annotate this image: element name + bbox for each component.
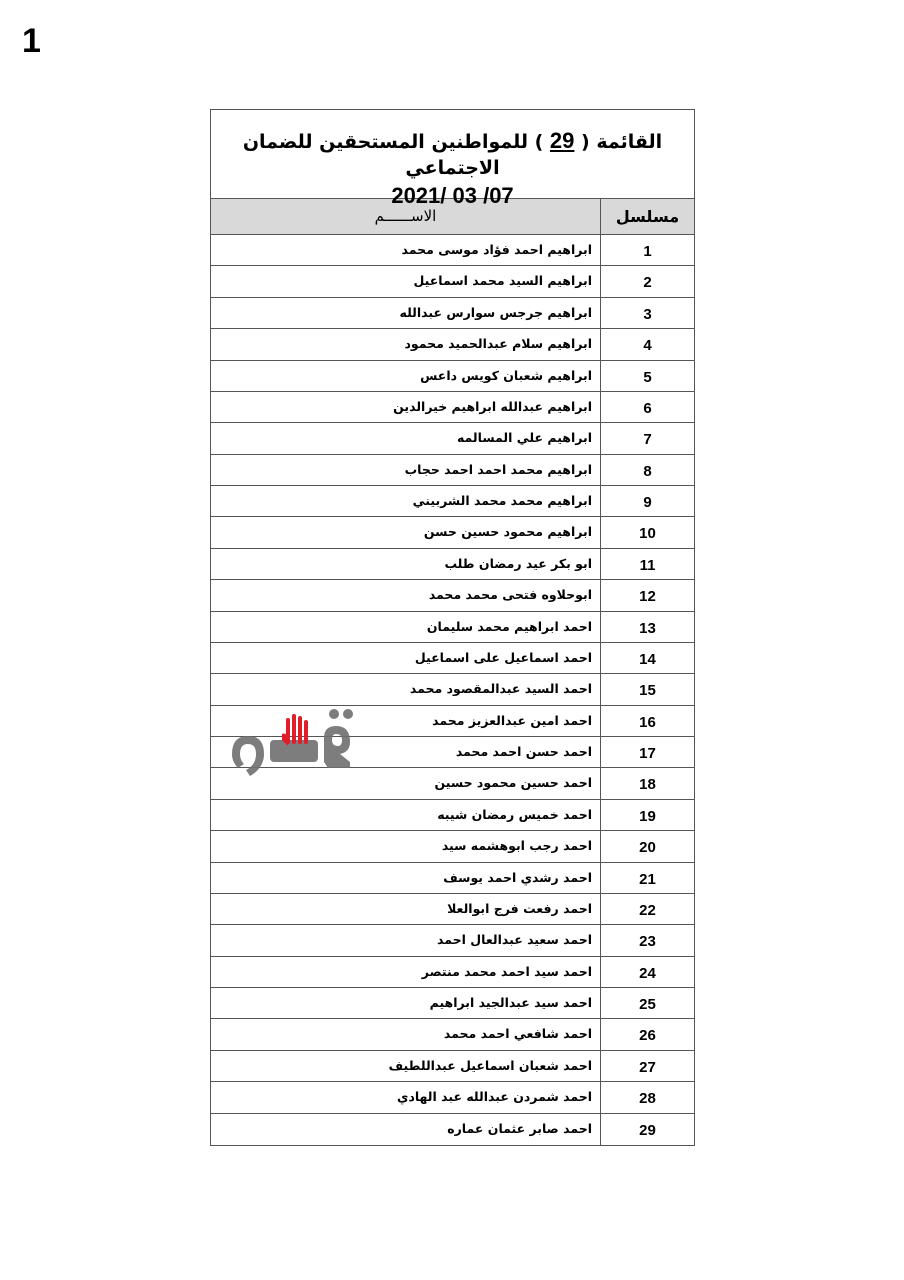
table-row <box>211 925 694 956</box>
table-row <box>211 957 694 988</box>
table-row <box>211 455 694 486</box>
row-name: احمد سيد عبدالجيد ابراهيم <box>429 995 592 1010</box>
row-serial: 28 <box>600 1082 694 1112</box>
row-serial: 16 <box>600 706 694 736</box>
page-number: 1 <box>22 22 41 60</box>
row-serial: 11 <box>600 549 694 579</box>
row-serial: 5 <box>600 361 694 391</box>
table-row <box>211 235 694 266</box>
row-name: احمد حسين محمود حسين <box>434 775 592 791</box>
table-row <box>211 329 694 360</box>
table-row <box>211 298 694 329</box>
row-name: احمد السيد عبدالمقصود محمد <box>409 681 592 697</box>
row-name: ابراهيم شعبان كويس داعس <box>420 367 592 383</box>
beneficiaries-table <box>210 109 695 1146</box>
title-date: 2021/ 03 /07 <box>391 183 514 208</box>
table-row <box>211 800 694 831</box>
row-serial: 19 <box>600 800 694 830</box>
row-serial: 24 <box>600 957 694 987</box>
table-row <box>211 1019 694 1050</box>
row-serial: 10 <box>600 517 694 547</box>
row-name: ابراهيم جرجس سوارس عبدالله <box>399 304 592 320</box>
table-row <box>211 863 694 894</box>
row-name: ابراهيم محمد احمد احمد حجاب <box>404 461 592 477</box>
title-line <box>211 128 694 181</box>
header-serial: مسلسل <box>600 199 694 234</box>
table-header <box>211 199 694 235</box>
row-serial: 17 <box>600 737 694 767</box>
row-name: ابراهيم محمد محمد الشربيني <box>412 493 592 508</box>
table-row <box>211 549 694 580</box>
row-name: احمد شافعي احمد محمد <box>443 1026 592 1042</box>
row-name: احمد رفعت فرج ابوالعلا <box>447 900 592 916</box>
row-name: احمد شمردن عبدالله عبد الهادي <box>396 1089 592 1105</box>
row-serial: 23 <box>600 925 694 955</box>
title-prefix: القائمة ( <box>581 131 663 153</box>
watermark-icon <box>224 704 374 784</box>
row-serial: 8 <box>600 455 694 485</box>
table-row <box>211 1051 694 1082</box>
table-row <box>211 361 694 392</box>
header-name: الاســــــم <box>374 207 437 225</box>
table-title <box>211 110 694 208</box>
table-row <box>211 517 694 548</box>
row-serial: 9 <box>600 486 694 516</box>
row-name: احمد سيد احمد محمد منتصر <box>421 963 592 979</box>
table-row <box>211 988 694 1019</box>
row-serial: 25 <box>600 988 694 1018</box>
row-serial: 2 <box>600 266 694 296</box>
row-name: ابراهيم احمد فؤاد موسى محمد <box>401 242 592 257</box>
row-name: ابراهيم علي المسالمه <box>456 430 592 446</box>
table-row <box>211 894 694 925</box>
row-serial: 29 <box>600 1114 694 1145</box>
row-serial: 21 <box>600 863 694 893</box>
row-serial: 18 <box>600 768 694 798</box>
row-name: ابو بكر عيد رمضان طلب <box>444 555 592 571</box>
row-serial: 26 <box>600 1019 694 1049</box>
table-row <box>211 612 694 643</box>
table-row <box>211 1114 694 1145</box>
row-serial: 7 <box>600 423 694 453</box>
row-serial: 13 <box>600 612 694 642</box>
row-name: ابراهيم محمود حسين حسن <box>423 524 592 540</box>
row-name: احمد حسن احمد محمد <box>455 744 592 759</box>
row-serial: 14 <box>600 643 694 673</box>
table-row <box>211 392 694 423</box>
row-name: احمد صابر عثمان عماره <box>447 1120 592 1136</box>
watermark-logo <box>224 704 374 784</box>
row-serial: 20 <box>600 831 694 861</box>
row-serial: 27 <box>600 1051 694 1081</box>
title-suffix: ) للمواطنين المستحقين للضمان الاجتماعي <box>242 131 544 179</box>
table-row <box>211 423 694 454</box>
list-number: 29 <box>549 128 575 153</box>
row-name: ابوحلاوه فتحى محمد محمد <box>428 587 592 603</box>
row-name: احمد ابراهيم محمد سليمان <box>426 618 592 634</box>
row-name: احمد رشدي احمد يوسف <box>443 869 592 885</box>
row-name: احمد شعبان اسماعيل عبداللطيف <box>388 1057 592 1073</box>
row-name: ابراهيم عبدالله ابراهيم خيرالدين <box>393 398 592 414</box>
row-serial: 4 <box>600 329 694 359</box>
table-row <box>211 674 694 705</box>
row-name: احمد اسماعيل على اسماعيل <box>414 649 592 665</box>
row-serial: 3 <box>600 298 694 328</box>
table-row <box>211 266 694 297</box>
table-row <box>211 580 694 611</box>
table-row <box>211 831 694 862</box>
table-row <box>211 643 694 674</box>
row-name: احمد سعيد عبدالعال احمد <box>437 932 592 948</box>
row-serial: 15 <box>600 674 694 704</box>
row-name: احمد رجب ابوهشمه سيد <box>441 838 592 854</box>
row-serial: 22 <box>600 894 694 924</box>
row-serial: 12 <box>600 580 694 610</box>
row-name: احمد خميس رمضان شيبه <box>437 806 592 822</box>
table-row <box>211 486 694 517</box>
row-name: ابراهيم سلام عبدالحميد محمود <box>404 336 592 352</box>
row-serial: 6 <box>600 392 694 422</box>
table-body <box>211 235 694 1145</box>
row-name: ابراهيم السيد محمد اسماعيل <box>413 273 592 289</box>
table-row <box>211 1082 694 1113</box>
row-name: احمد امين عبدالعزيز محمد <box>432 712 592 728</box>
row-serial: 1 <box>600 235 694 265</box>
